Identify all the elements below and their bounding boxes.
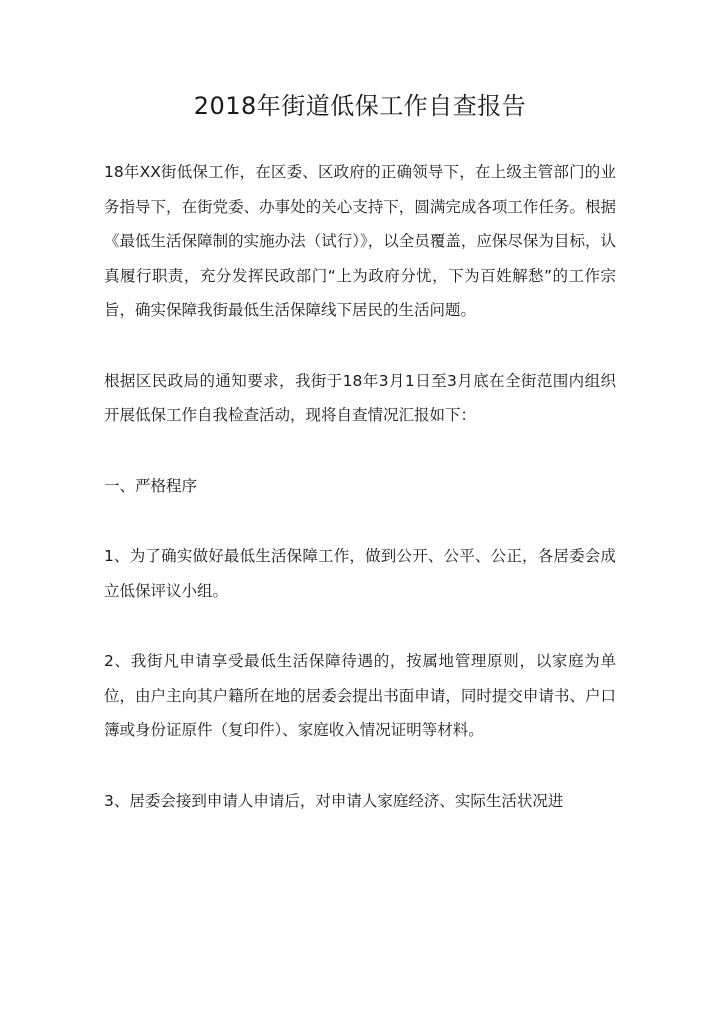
document-body bbox=[104, 155, 616, 818]
paragraph-item-3: 3、居委会接到申请人申请后，对申请人家庭经济、实际生活状况进 bbox=[104, 791, 564, 810]
paragraph-intro: 18年XX街低保工作，在区委、区政府的正确领导下，在上级主管部门的业务指导下，在街党委、办事处的关心支持下，圆满完成各项工作任务。根据《最低生活保障制的实施办法（试行）》，以全员覆盖，应保尽保为目标，认真履行职责，充分发挥民政部门“上为政府分忧，下为百姓解愁”的工作宗旨，确实保障我街最低生活保障线下居民的生活问题。 bbox=[104, 163, 616, 319]
paragraph-item-2: 2、我街凡申请享受最低生活保障待遇的，按属地管理原则，以家庭为单位，由户主向其户籍所在地的居委会提出书面申请，同时提交申请书、户口簿或身份证原件（复印件）、家庭收入情况证明等材料。 bbox=[104, 652, 616, 739]
paragraph-item-1: 1、为了确实做好最低生活保障工作，做到公开、公平、公正，各居委会成立低保评议小组。 bbox=[104, 547, 616, 600]
paragraph-self-check-notice: 根据区民政局的通知要求，我街于18年3月1日至3月底在全街范围内组织开展低保工作自我检查活动，现将自查情况汇报如下： bbox=[104, 371, 616, 424]
document-title: 2018年街道低保工作自查报告 bbox=[193, 92, 527, 120]
section-heading-strict-procedure: 一、严格程序 bbox=[104, 476, 198, 495]
